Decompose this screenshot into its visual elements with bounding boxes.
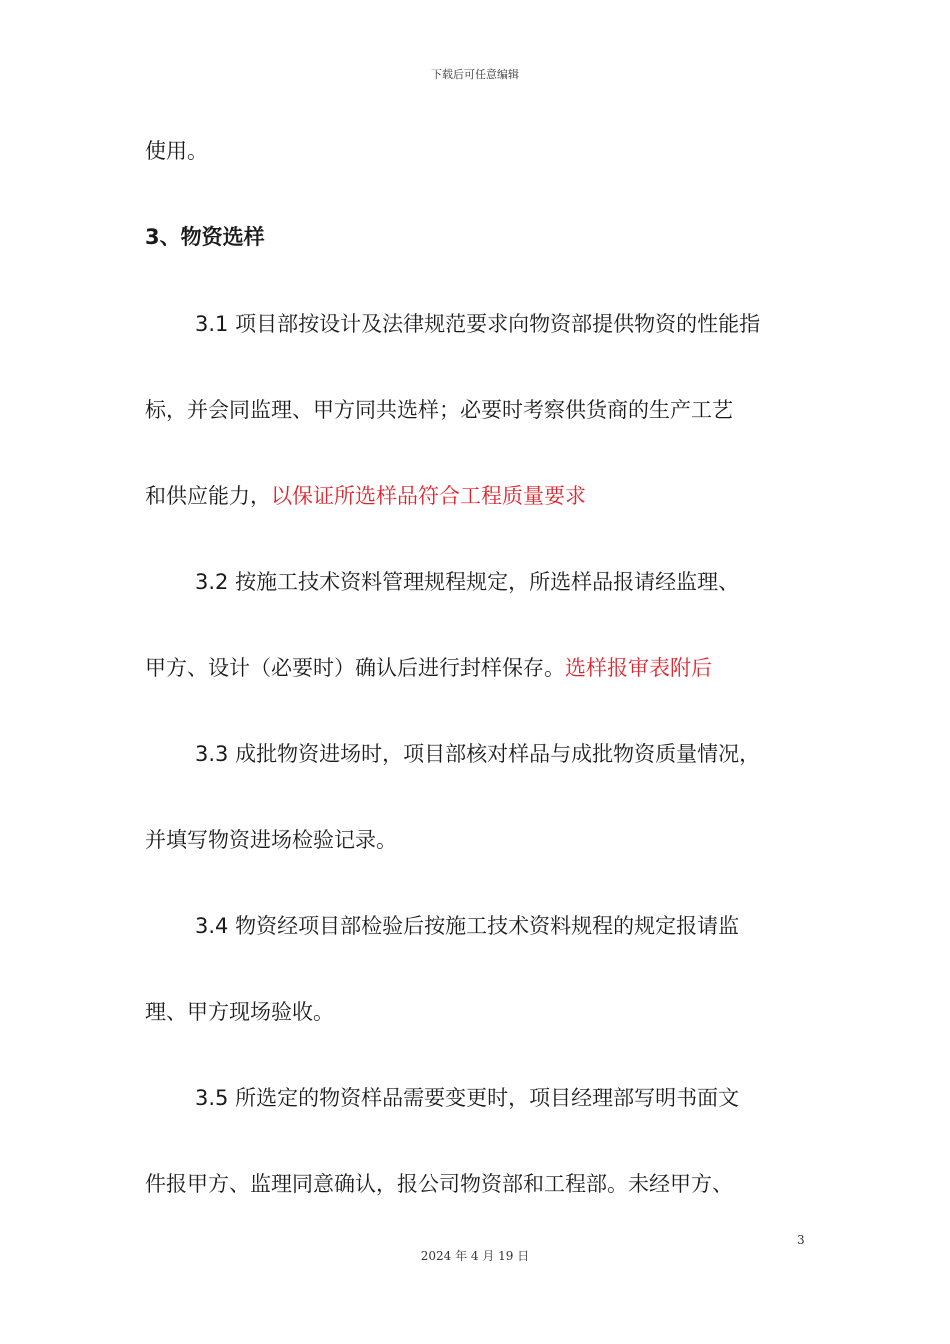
paragraph-3-2-highlight: 选样报审表附后 bbox=[565, 656, 712, 680]
paragraph-3-4-line-2: 理、甲方现场验收。 bbox=[145, 1000, 334, 1024]
paragraph-3-5-line-2: 件报甲方、监理同意确认，报公司物资部和工程部。未经甲方、 bbox=[145, 1172, 733, 1196]
paragraph-3-1-highlight: 以保证所选样品符合工程质量要求 bbox=[271, 484, 586, 508]
paragraph-3-1-text: 和供应能力， bbox=[145, 484, 271, 508]
paragraph-3-1-line-3 bbox=[145, 482, 586, 510]
page-header: 下载后可任意编辑 bbox=[431, 68, 519, 81]
body-line-continuation: 使用。 bbox=[145, 139, 208, 163]
paragraph-3-3-line-1: 3.3 成批物资进场时，项目部核对样品与成批物资质量情况， bbox=[195, 742, 761, 766]
paragraph-3-2-line-1: 3.2 按施工技术资料管理规程规定，所选样品报请经监理、 bbox=[195, 570, 740, 594]
page-number: 3 bbox=[797, 1233, 805, 1247]
paragraph-3-5-line-1: 3.5 所选定的物资样品需要变更时，项目经理部写明书面文 bbox=[195, 1086, 740, 1110]
paragraph-3-1-line-2: 标，并会同监理、甲方同共选样；必要时考察供货商的生产工艺 bbox=[145, 398, 733, 422]
paragraph-3-2-text: 甲方、设计（必要时）确认后进行封样保存。 bbox=[145, 656, 565, 680]
footer-date: 2024 年 4 月 19 日 bbox=[420, 1249, 530, 1263]
section-heading: 3、物资选样 bbox=[145, 225, 265, 249]
paragraph-3-2-line-2 bbox=[145, 654, 712, 682]
paragraph-3-3-line-2: 并填写物资进场检验记录。 bbox=[145, 828, 397, 852]
paragraph-3-4-line-1: 3.4 物资经项目部检验后按施工技术资料规程的规定报请监 bbox=[195, 914, 740, 938]
paragraph-3-1-line-1: 3.1 项目部按设计及法律规范要求向物资部提供物资的性能指 bbox=[195, 312, 761, 336]
